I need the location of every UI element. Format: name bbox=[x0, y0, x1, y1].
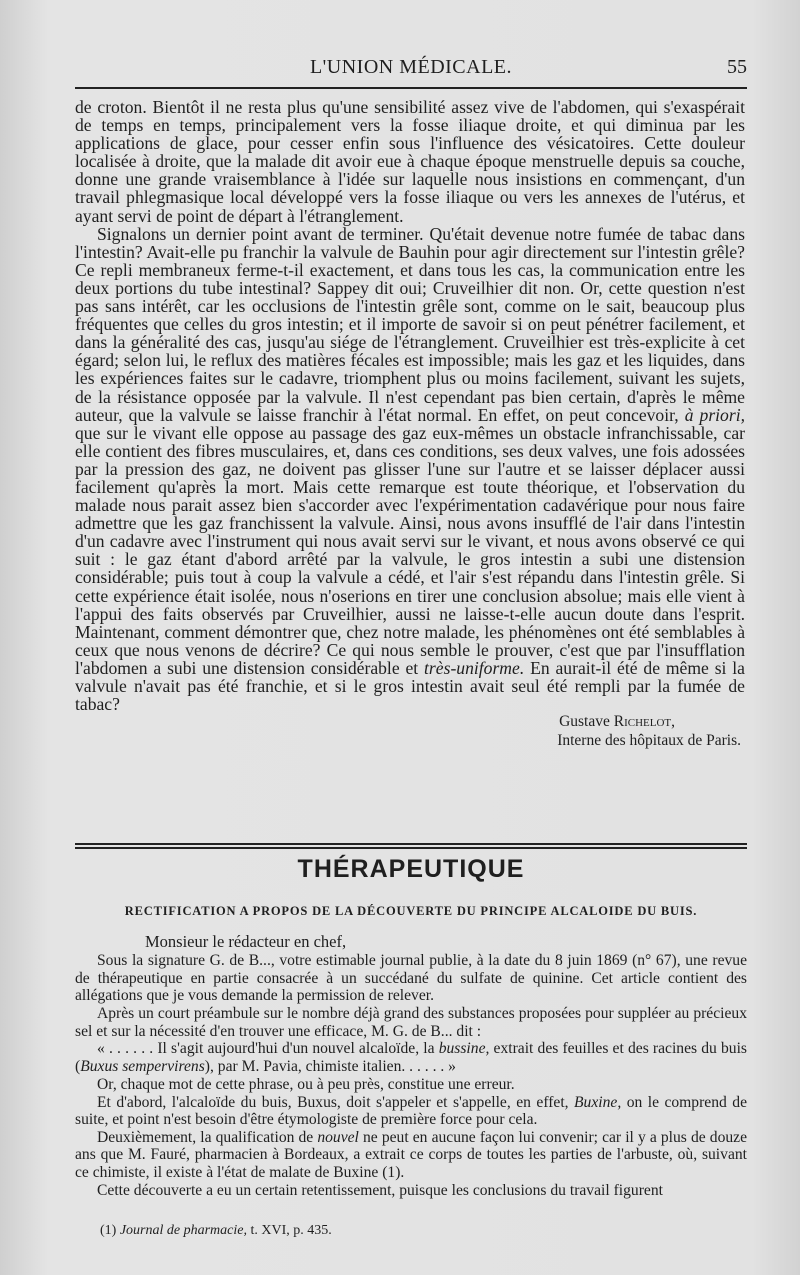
paragraph: Deuxièmement, la qualification de nouvel ne peut en aucune façon lui convenir; car il y a plus de douze ans que M. Fauré, pharmacien à Bordeaux, a extrait ce corps de toutes les parties de l'arbuste, où, suivant ce chimiste, il existe à l'état de malate de Buxine (1). bbox=[75, 1128, 748, 1181]
article-body bbox=[75, 98, 745, 750]
header-rule bbox=[75, 87, 747, 89]
page-number: 55 bbox=[727, 56, 747, 78]
article-title: RECTIFICATION A PROPOS DE LA DÉCOUVERTE DU PRINCIPE ALCALOIDE DU BUIS. bbox=[124, 904, 698, 918]
section-rule-bottom bbox=[75, 847, 747, 849]
page-header bbox=[75, 52, 747, 82]
footnote: (1) Journal de pharmacie, t. XVI, p. 435. bbox=[100, 1223, 332, 1238]
paragraph: Signalons un dernier point avant de terminer. Qu'était devenue notre fumée de tabac dans l'intestin? Avait-elle pu franchir la valvule de Bauhin pour agir directement sur l'intestin grêle? Ce repli membraneux ferme-t-il exactement, et dans tous les cas, la communication entre les deux portions du tube intestinal? Sappey dit oui; Cruveilhier dit non. Or, cette question n'est pas sans intérêt, car les occlusions de l'intestin grêle sont, comme on le sait, beaucoup plus fréquentes que celles du gros intestin; et il importe de savoir si on peut pénétrer facilement, et dans la généralité des cas, jusqu'au siége de l'étranglement. Cruveilhier est très-explicite à cet égard; selon lui, le reflux des matières fécales est impossible; mais les gaz et les liquides, dans les expériences faites sur le cadavre, triomphent plus ou moins facilement, suivant les sujets, de la résistance opposée par la valvule. Il n'est cependant pas bien certain, d'après le même auteur, que la valvule se laisse franchir à l'état normal. En effet, on peut concevoir, à priori, que sur le vivant elle oppose au passage des gaz eux-mêmes un obstacle infranchissable, car elle contient des fibres musculaires, et, dans ces conditions, ses deux valves, une fois adossées par la pression des gaz, ne doivent pas glisser l'une sur l'autre et se laisser déplacer aussi facilement qu'après la mort. Mais cette remarque est toute théorique, et l'observation du malade nous parait assez bien s'accorder avec l'expérimentation cadavérique pour nous faire admettre que les gaz franchissent la valvule. Ainsi, nous avons insufflé de l'air dans l'intestin d'un cadavre avec l'instrument qui nous avait servi sur le vivant, et nous avons observé ce qui suit : le gaz étant d'abord arrêté par la valvule, le gros intestin a subi une distension considérable; puis tout à coup la valvule a cédé, et l'air s'est répandu dans l'intestin grêle. Si cette expérience était isolée, nous n'oserions en tirer une conclusion absolue; mais elle vient à l'appui des faits observés par Cruveilhier, aussi ne laisse-t-elle aucun doute dans l'esprit. Maintenant, comment démontrer que, chez notre malade, les phénomènes ont été semblables à ceux que nous venons de décrire? Ce qui nous semble le prouver, c'est que par l'insufflation l'abdomen a subi une distension considérable et très-uniforme. En aurait-il été de même si la valvule n'avait pas été franchie, et si le gros intestin avait seul été rempli par la fumée de tabac? bbox=[75, 223, 745, 715]
paragraph: Et d'abord, l'alcaloïde du buis, Buxus, doit s'appeler et s'appelle, en effet, Buxine, on le comprend de suite, et point n'est besoin d'être étymologiste de première force pour cela. bbox=[75, 1093, 747, 1129]
paragraph: Après un court préambule sur le nombre déjà grand des substances proposées pour suppléer au précieux sel et sur la nécessité d'en trouver une efficace, M. G. de B... dit : bbox=[75, 1005, 747, 1040]
paragraph: Or, chaque mot de cette phrase, ou à peu près, constitue une erreur. bbox=[97, 1075, 515, 1093]
running-title: L'UNION MÉDICALE. bbox=[309, 56, 513, 78]
quote-paragraph: « . . . . . . Il s'agit aujourd'hui d'un nouvel alcaloïde, la bussine, extrait des feuilles et des racines du buis (Buxus sempervirens), par M. Pavia, chimiste italien. . . . . . » bbox=[75, 1040, 747, 1075]
section-title: THÉRAPEUTIQUE bbox=[297, 855, 525, 883]
paragraph: Sous la signature G. de B..., votre estimable journal publie, à la date du 8 juin 1869 (n° 67), une revue de thérapeutique en partie consacrée à un succédané du sulfate de quinine. Cet article contient des allégations que je vous demande la permission de relever. bbox=[75, 952, 747, 1005]
author-signature: Gustave Richelot, bbox=[559, 713, 675, 731]
salutation: Monsieur le rédacteur en chef, bbox=[145, 932, 347, 951]
letter-body bbox=[75, 933, 747, 1200]
section-rule-top bbox=[75, 843, 747, 845]
author-role: Interne des hôpitaux de Paris. bbox=[557, 732, 741, 750]
paragraph: Cette découverte a eu un certain retentissement, puisque les conclusions du travail figurent bbox=[97, 1181, 663, 1199]
paragraph: de croton. Bientôt il ne resta plus qu'une sensibilité assez vive de l'abdomen, qui s'exaspérait de temps en temps, principalement vers la fosse iliaque droite, et qui diminua par les applications de glace, pour cesser enfin sous l'influence des vésicatoires. Cette douleur localisée à droite, que la malade dit avoir eue à chaque époque menstruelle depuis sa couche, donne une grande vraisemblance à l'idée sur laquelle nous insistions en commençant, d'un travail phlegmasique local développé vers la fosse iliaque ou vers les annexes de l'utérus, et ayant servi de point de départ à l'étranglement. bbox=[75, 97, 745, 226]
